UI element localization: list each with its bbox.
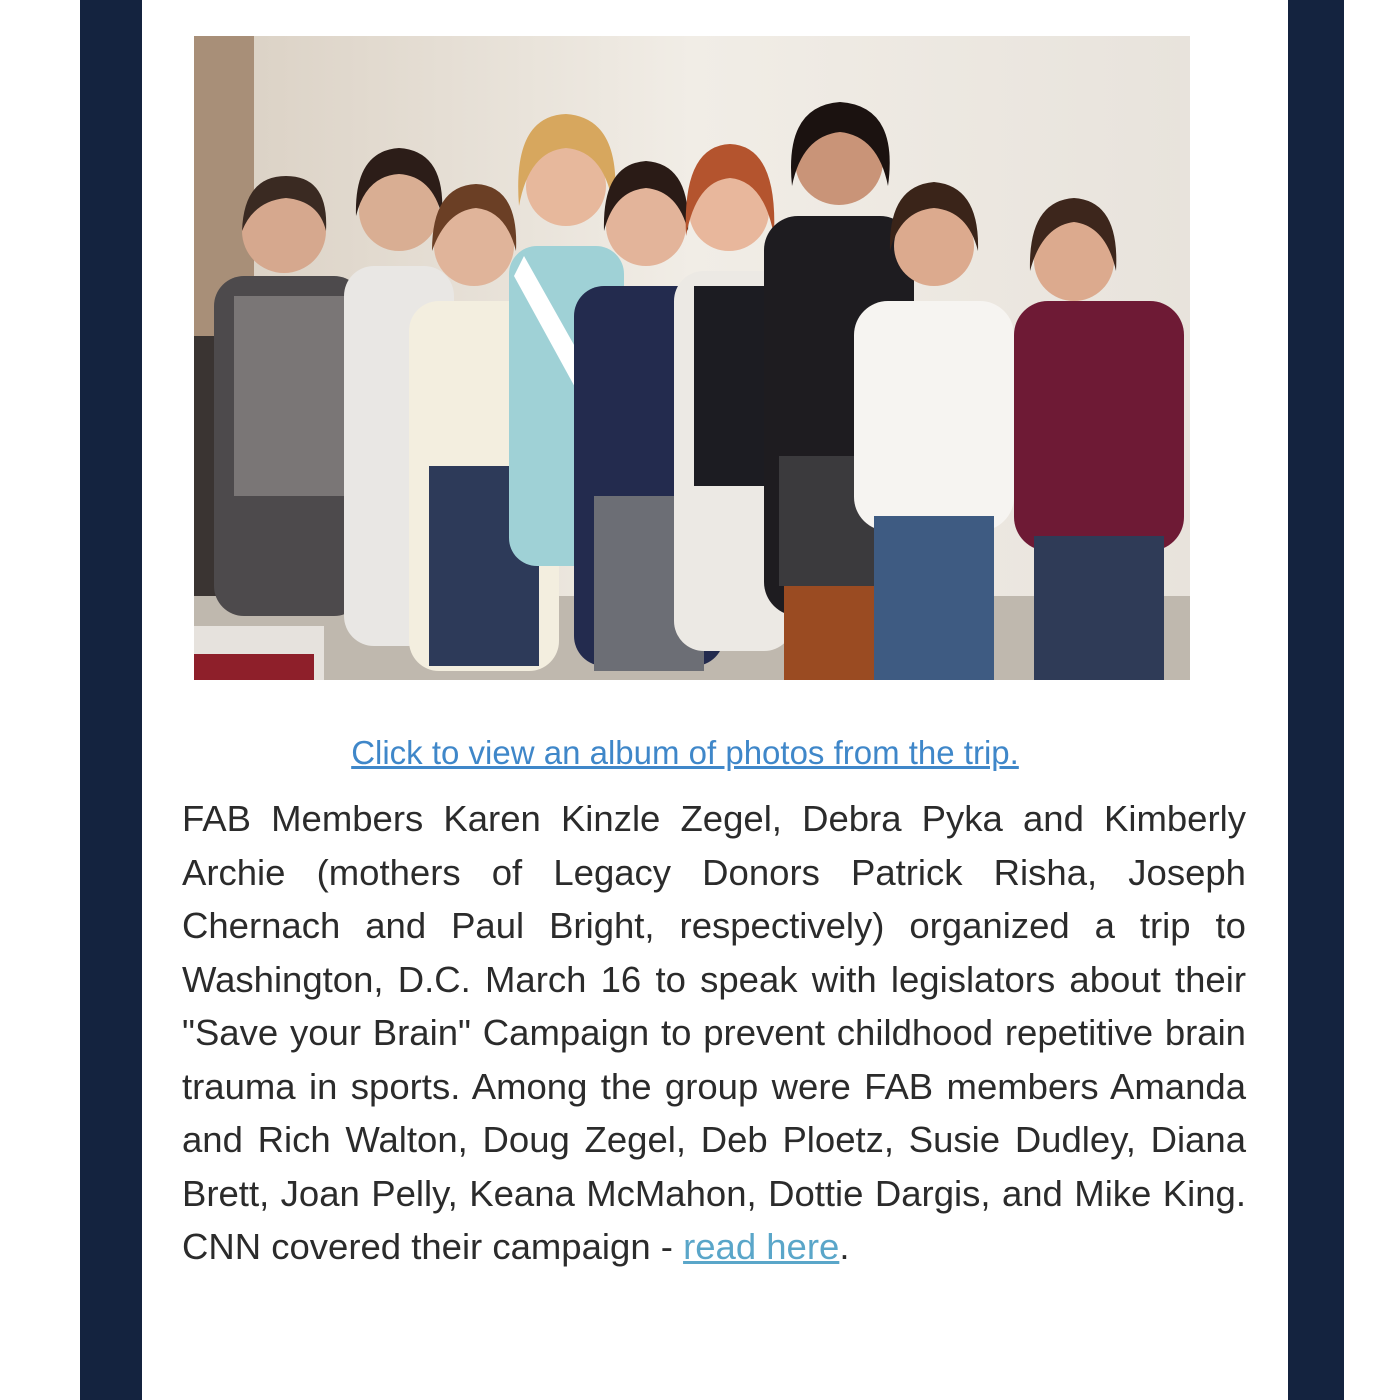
newsletter-content <box>142 0 1288 1400</box>
article-end: . <box>839 1226 850 1267</box>
article-body: FAB Members Karen Kinzle Zegel, Debra Pyka and Kimberly Archie (mothers of Legacy Donors Patrick Risha, Joseph Chernach and Paul Bright, respectively) organized a trip to Washington, D.C. March 16 to speak with legislators about their "Save your Brain" Campaign to prevent childhood repetitive brain trauma in sports. Among the group were FAB members Amanda and Rich Walton, Doug Zegel, Deb Ploetz, Susie Dudley, Diana Brett, Joan Pelly, Keana McMahon, Dottie Dargis, and Mike King. CNN covered their campaign - <box>182 798 1246 1267</box>
group-photo <box>194 36 1190 680</box>
album-link[interactable]: Click to view an album of photos from the trip. <box>351 734 1019 771</box>
read-here-link[interactable]: read here <box>683 1226 840 1267</box>
article-paragraph <box>182 792 1246 1274</box>
group-photo-icon <box>194 36 1190 680</box>
left-frame-bar <box>80 0 142 1400</box>
right-frame-bar <box>1288 0 1344 1400</box>
